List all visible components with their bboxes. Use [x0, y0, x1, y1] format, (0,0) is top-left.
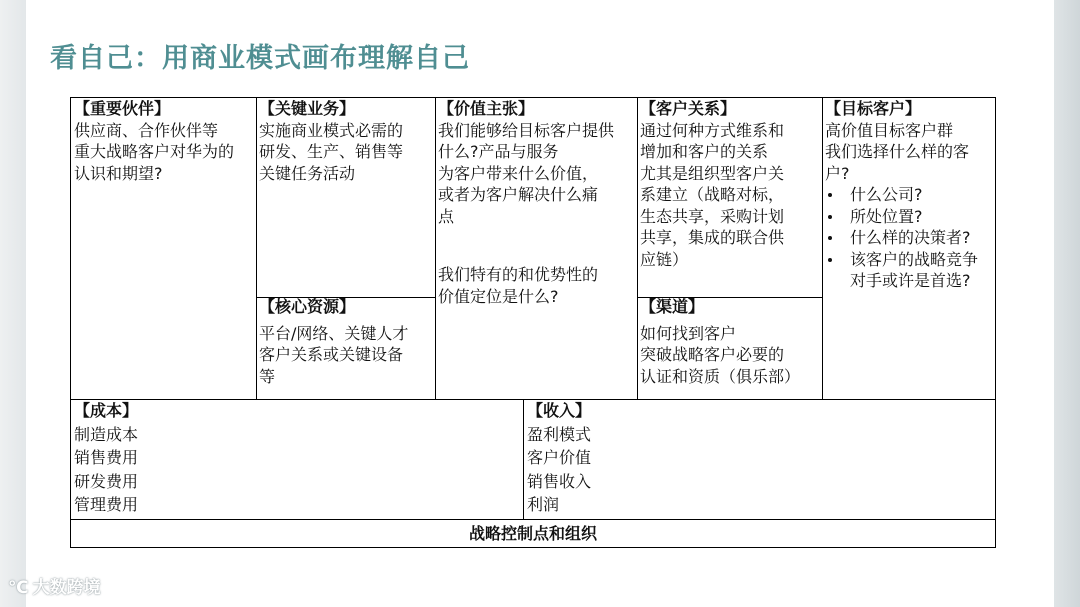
slide-title: 看自己：用商业模式画布理解自己 [50, 43, 470, 74]
channels-block [640, 296, 822, 387]
cost-item: 研发费用 [74, 471, 139, 491]
revenue-header: 【收入】 [527, 401, 592, 420]
cost-item: 销售费用 [74, 448, 139, 467]
bullet-item: 该客户的战略竞争 对手或许是首选? [825, 249, 995, 292]
key-activities-block [259, 98, 435, 184]
strategic-control-footer: 战略控制点和组织 [468, 524, 597, 543]
divider-activities-value [435, 98, 436, 399]
revenue-item: 利润 [527, 495, 560, 514]
customer-relationships-block [640, 98, 822, 270]
bullet-item: 什么公司? [825, 184, 995, 206]
customer-segments-block [825, 98, 995, 292]
key-partners-header: 【重要伙伴】 [74, 99, 171, 118]
right-edge-background [1054, 0, 1080, 607]
divider-value-relationships [637, 98, 638, 399]
watermark-logo-icon: ℃ [8, 578, 29, 598]
revenue-item: 销售收入 [527, 471, 592, 491]
channels-header: 【渠道】 [640, 297, 705, 316]
bullet-item: 所处位置? [825, 206, 995, 228]
cost-item: 制造成本 [74, 424, 139, 444]
revenue-item: 客户价值 [527, 448, 592, 467]
key-resources-block [259, 296, 435, 387]
revenue-streams-block [527, 399, 995, 517]
divider-relationships-segments [822, 98, 823, 399]
key-activities-text: 实施商业模式必需的 研发、生产、销售等 关键任务活动 [259, 120, 404, 183]
customer-segments-text: 高价值目标客户群 我们选择什么样的客 户? [825, 120, 970, 183]
divider-cost-revenue [523, 399, 524, 519]
customer-segments-bullets [825, 184, 995, 292]
value-proposition-text-2: 我们特有的和优势性的 价值定位是什么? [438, 265, 599, 306]
value-proposition-block [438, 98, 637, 307]
key-partners-text: 供应商、合作伙伴等 重大战略客户对华为的 认识和期望? [74, 120, 235, 183]
customer-relationships-text: 通过何种方式维系和 增加和客户的关系 尤其是组织型客户关 系建立（战略对标， 生态共享，采购计划 共享，集成的联合供 应链） [640, 120, 785, 269]
channels-text: 如何找到客户 突破战略客户必要的 认证和资质（俱乐部） [640, 323, 801, 386]
watermark [8, 573, 101, 598]
bullet-item: 什么样的决策者? [825, 227, 995, 249]
watermark-text: 大数跨境 [32, 578, 101, 598]
business-model-canvas [70, 97, 996, 548]
key-activities-header: 【关键业务】 [259, 99, 356, 118]
customer-segments-header: 【目标客户】 [825, 99, 922, 118]
cost-structure-block [74, 399, 523, 517]
key-resources-header: 【核心资源】 [259, 297, 356, 316]
cost-item: 管理费用 [74, 495, 139, 514]
value-proposition-text-1: 我们能够给目标客户提供 什么?产品与服务 为客户带来什么价值， 或者为客户解决什么痛 点 [438, 120, 615, 226]
value-proposition-header: 【价值主张】 [438, 99, 535, 118]
key-resources-text: 平台/网络、关键人才 客户关系或关键设备 等 [259, 323, 409, 386]
divider-partners-activities [256, 98, 257, 399]
cost-header: 【成本】 [74, 401, 139, 420]
left-edge-background [0, 0, 26, 607]
key-partners-block [74, 98, 256, 184]
revenue-item: 盈利模式 [527, 424, 592, 444]
customer-relationships-header: 【客户关系】 [640, 99, 737, 118]
